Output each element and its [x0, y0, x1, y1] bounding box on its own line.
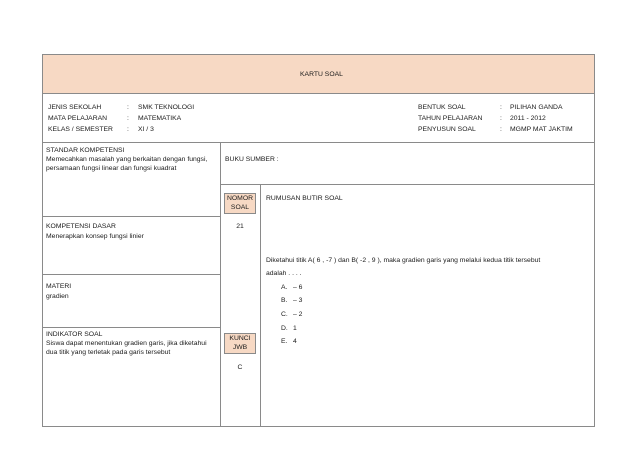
question-text-line2: adalah . . . .: [266, 270, 302, 277]
option-letter: D.: [281, 325, 288, 332]
info-label-jenis-sekolah: JENIS SEKOLAH: [48, 104, 102, 111]
sk-divider: [42, 216, 220, 217]
info-label-bentuk-soal: BENTUK SOAL: [418, 104, 466, 111]
option-text: – 6: [293, 284, 303, 291]
option-text: – 3: [293, 297, 303, 304]
option-letter: E.: [281, 338, 288, 345]
info-value-jenis-sekolah: SMK TEKNOLOGI: [138, 104, 195, 111]
buku-sumber-label: BUKU SUMBER :: [225, 156, 279, 163]
info-value-penyusun-soal: MGMP MAT JAKTIM: [510, 126, 573, 133]
option-text: 1: [293, 325, 297, 332]
info-value-tahun-pelajaran: 2011 - 2012: [510, 115, 546, 122]
indikator-soal-text: Siswa dapat menentukan gradien garis, jika diketahui dua titik yang terletak pada garis tersebut: [46, 340, 207, 356]
indikator-soal-label: INDIKATOR SOAL: [46, 331, 103, 338]
info-divider: [42, 142, 595, 143]
nomor-soal-label-line2: SOAL: [230, 204, 250, 211]
kompetensi-dasar-text: Menerapkan konsep fungsi linier: [46, 233, 144, 240]
info-label-penyusun-soal: PENYUSUN SOAL: [418, 126, 476, 133]
info-label-mata-pelajaran: MATA PELAJARAN: [48, 115, 108, 122]
option-letter: A.: [281, 284, 288, 291]
info-separator: :: [127, 126, 129, 133]
kompetensi-dasar-label: KOMPETENSI DASAR: [46, 223, 116, 230]
info-value-mata-pelajaran: MATEMATIKA: [138, 115, 182, 122]
info-separator: :: [500, 126, 502, 133]
kunci-jawaban-label: KUNCI: [229, 335, 251, 342]
card-title: KARTU SOAL: [300, 71, 343, 78]
info-separator: :: [127, 115, 129, 122]
standar-kompetensi-text: Memecahkan masalah yang berkaitan dengan fungsi, persamaan fungsi linear dan fungsi kuadrat: [46, 156, 208, 172]
info-label-kelas-semester: KELAS / SEMESTER: [48, 126, 113, 133]
kunci-jawaban-value: C: [237, 364, 243, 371]
info-value-bentuk-soal: PILIHAN GANDA: [510, 104, 563, 111]
standar-kompetensi-label: STANDAR KOMPETENSI: [46, 147, 125, 154]
nomor-soal-label: NOMOR: [226, 195, 254, 202]
number-column-divider: [260, 184, 261, 427]
kunci-jawaban-label-line2: JWB: [232, 344, 248, 351]
info-value-kelas-semester: XI / 3: [138, 126, 154, 133]
left-column-divider: [220, 142, 221, 427]
option-text: – 2: [293, 311, 303, 318]
info-separator: :: [500, 115, 502, 122]
option-text: 4: [293, 338, 297, 345]
info-separator: :: [127, 104, 129, 111]
materi-label: MATERI: [46, 283, 72, 290]
option-letter: C.: [281, 311, 288, 318]
question-text: Diketahui titik A( 6 , -7 ) dan B( -2 , 9 ), maka gradien garis yang melalui kedua titik tersebut: [266, 257, 541, 264]
info-label-tahun-pelajaran: TAHUN PELAJARAN: [418, 115, 483, 122]
option-letter: B.: [281, 297, 288, 304]
rumusan-butir-soal-label: RUMUSAN BUTIR SOAL: [266, 195, 343, 202]
info-separator: :: [500, 104, 502, 111]
materi-divider: [42, 327, 220, 328]
kd-divider: [42, 274, 220, 275]
nomor-soal-value: 21: [236, 223, 244, 230]
buku-divider: [220, 184, 595, 185]
header-divider: [42, 93, 595, 94]
materi-text: gradien: [46, 293, 69, 300]
